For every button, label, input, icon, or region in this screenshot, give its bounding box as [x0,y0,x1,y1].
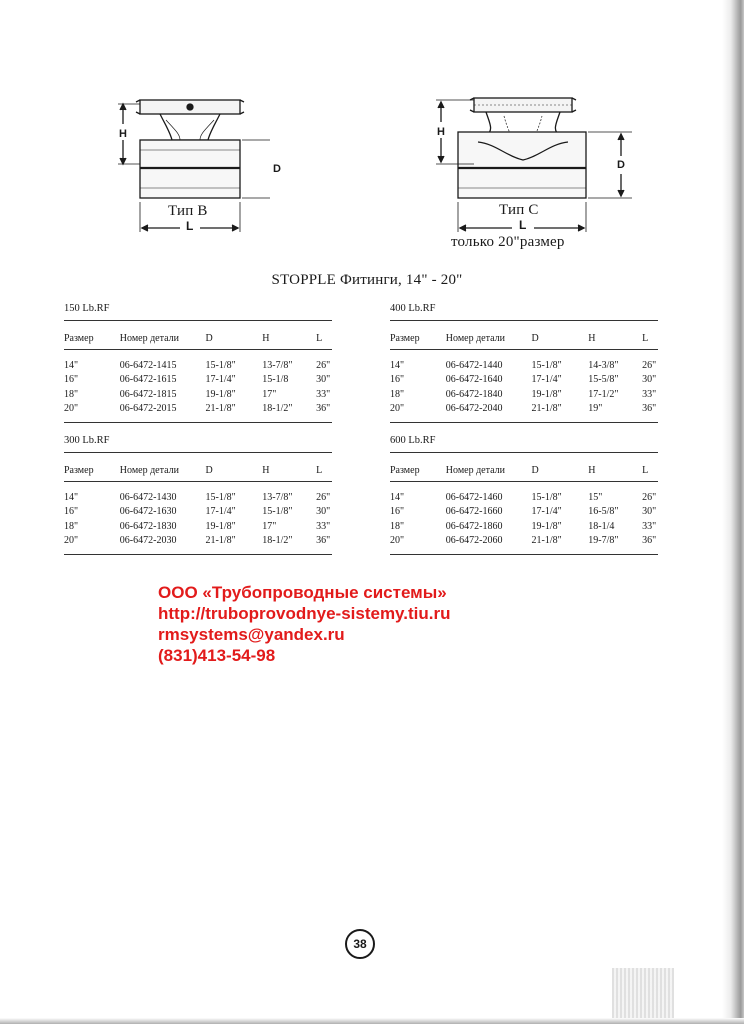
cell-size: 18" [390,388,405,400]
column-header-size: Размер [64,464,94,476]
cell-h: 15-5/8" [588,374,619,386]
cell-h: 13-7/8" [262,491,293,503]
column-header-l: L [316,332,323,344]
table-rule [64,452,332,453]
cell-l: 26" [642,491,657,503]
cell-h: 18-1/2" [262,535,293,547]
cell-l: 33" [316,520,331,532]
fitting-type-c-figure [420,88,640,258]
column-header-d: D [205,332,213,344]
cell-l: 36" [642,403,657,415]
cell-h: 18-1/4 [588,520,615,532]
cell-d: 17-1/4" [205,506,236,518]
cell-part-number: 06-6472-1440 [445,359,503,371]
scan-edge-right [722,0,744,1024]
scan-smudge [612,968,674,1018]
email-link[interactable]: rmsystems@yandex.ru [158,625,345,644]
cell-h: 17" [262,520,277,532]
cell-l: 30" [642,506,657,518]
dimension-h-label: H [437,126,446,138]
cell-size: 16" [390,374,405,386]
table-400-lb-rf [390,302,662,423]
cell-d: 21-1/8" [205,535,236,547]
table-row [64,358,336,373]
column-header-size: Размер [390,464,420,476]
cell-h: 13-7/8" [262,359,293,371]
cell-l: 26" [316,491,331,503]
cell-d: 17-1/4" [531,506,562,518]
cell-part-number: 06-6472-1660 [445,506,503,518]
cell-part-number: 06-6472-2060 [445,535,503,547]
column-header-size: Размер [64,332,94,344]
page-title-text: STOPPLE Фитинги, 14" - 20" [271,272,463,288]
cell-d: 17-1/4" [531,374,562,386]
cell-part-number: 06-6472-2030 [119,535,177,547]
cell-l: 33" [642,388,657,400]
table-body [64,358,336,416]
column-header-part-number: Номер детали [119,464,179,476]
cell-part-number: 06-6472-1615 [119,374,177,386]
cell-part-number: 06-6472-1815 [119,388,177,400]
page-title [0,272,744,289]
cell-part-number: 06-6472-1860 [445,520,503,532]
cell-d: 17-1/4" [205,374,236,386]
table-row [64,373,336,388]
table-rule [64,481,332,482]
table-row [390,490,662,505]
cell-part-number: 06-6472-1430 [119,491,177,503]
cell-size: 16" [64,506,79,518]
cell-d: 15-1/8" [531,359,562,371]
table-body [390,490,662,548]
cell-h: 18-1/2" [262,403,293,415]
cell-d: 15-1/8" [531,491,562,503]
column-header-d: D [531,464,539,476]
dimension-l-label: L [519,218,527,232]
table-row [390,387,662,402]
cell-h: 14-3/8" [588,359,619,371]
cell-part-number: 06-6472-2040 [445,403,503,415]
table-body [64,490,336,548]
table-row [390,519,662,534]
table-rule [390,481,658,482]
cell-d: 21-1/8" [205,403,236,415]
cell-part-number: 06-6472-1640 [445,374,503,386]
cell-h: 15" [588,491,603,503]
cell-l: 36" [642,535,657,547]
table-row [390,402,662,417]
table-600-lb-rf [390,434,662,555]
table-title: 150 Lb.RF [64,303,110,314]
cell-part-number: 06-6472-1830 [119,520,177,532]
cell-d: 15-1/8" [205,491,236,503]
dimension-d-label: D [273,163,282,175]
cell-l: 26" [642,359,657,371]
table-row [64,505,336,520]
cell-size: 14" [390,359,405,371]
cell-h: 15-1/8" [262,506,293,518]
table-title: 300 Lb.RF [64,435,110,446]
table-rule [64,554,332,555]
dimension-d-label: D [617,159,626,171]
column-header-l: L [642,332,649,344]
cell-d: 19-1/8" [205,520,236,532]
cell-size: 20" [390,535,405,547]
cell-l: 36" [316,403,331,415]
column-header-part-number: Номер детали [119,332,179,344]
cell-h: 19" [588,403,603,415]
cell-h: 15-1/8 [262,374,289,386]
page-number: 38 [345,929,375,959]
column-header-d: D [205,464,213,476]
column-header-h: H [588,332,596,344]
cell-part-number: 06-6472-1840 [445,388,503,400]
cell-part-number: 06-6472-1630 [119,506,177,518]
column-header-part-number: Номер детали [445,464,505,476]
table-rule [390,422,658,423]
column-header-h: H [262,464,270,476]
column-header-h: H [588,464,596,476]
cell-size: 20" [390,403,405,415]
column-header-l: L [642,464,649,476]
dimension-h-label: H [119,128,128,140]
cell-l: 30" [316,506,331,518]
website-link[interactable]: http://truboprovodnye-sistemy.tiu.ru [158,604,451,623]
table-row [64,402,336,417]
table-row [64,534,336,549]
cell-size: 20" [64,403,79,415]
table-header-row [390,327,662,349]
dimension-l-label: L [186,219,194,233]
column-header-part-number: Номер детали [445,332,505,344]
table-rule [390,554,658,555]
company-name: ООО «Трубопроводные системы» [158,583,447,602]
cell-size: 16" [64,374,79,386]
table-rule [64,320,332,321]
cell-part-number: 06-6472-1460 [445,491,503,503]
cell-size: 16" [390,506,405,518]
table-row [390,373,662,388]
cell-part-number: 06-6472-2015 [119,403,177,415]
cell-h: 17" [262,388,277,400]
column-header-size: Размер [390,332,420,344]
table-header-row [390,459,662,481]
table-150-lb-rf [64,302,336,423]
cell-l: 30" [316,374,331,386]
table-row [64,519,336,534]
cell-d: 21-1/8" [531,535,562,547]
cell-d: 15-1/8" [205,359,236,371]
cell-size: 14" [64,491,79,503]
cell-size: 14" [390,491,405,503]
fitting-type-c-label: Тип C [499,202,539,218]
cell-h: 19-7/8" [588,535,619,547]
contact-block [158,582,450,666]
fitting-type-b-figure [100,90,282,240]
cell-l: 30" [642,374,657,386]
table-row [390,505,662,520]
table-title: 600 Lb.RF [390,435,436,446]
cell-d: 19-1/8" [531,388,562,400]
table-row [64,490,336,505]
fitting-type-b-label: Тип B [168,203,208,219]
table-body [390,358,662,416]
cell-size: 14" [64,359,79,371]
column-header-l: L [316,464,323,476]
cell-h: 17-1/2" [588,388,619,400]
column-header-h: H [262,332,270,344]
cell-l: 33" [642,520,657,532]
cell-d: 19-1/8" [205,388,236,400]
cell-l: 33" [316,388,331,400]
table-rule [64,349,332,350]
table-rule [390,452,658,453]
cell-d: 19-1/8" [531,520,562,532]
table-header-row [64,459,336,481]
cell-size: 18" [64,520,79,532]
table-row [64,387,336,402]
table-header-row [64,327,336,349]
cell-part-number: 06-6472-1415 [119,359,177,371]
table-rule [390,320,658,321]
cell-h: 16-5/8" [588,506,619,518]
table-row [390,534,662,549]
phone-number: (831)413-54-98 [158,646,276,665]
table-row [390,358,662,373]
size-note: только 20"размер [451,234,565,250]
table-title: 400 Lb.RF [390,303,436,314]
cell-size: 18" [390,520,405,532]
cell-d: 21-1/8" [531,403,562,415]
scan-edge-bottom [0,1018,744,1024]
cell-size: 20" [64,535,79,547]
cell-l: 26" [316,359,331,371]
fitting-type-c-drawing [420,88,640,258]
table-rule [64,422,332,423]
cell-size: 18" [64,388,79,400]
table-300-lb-rf [64,434,336,555]
column-header-d: D [531,332,539,344]
table-rule [390,349,658,350]
cell-l: 36" [316,535,331,547]
